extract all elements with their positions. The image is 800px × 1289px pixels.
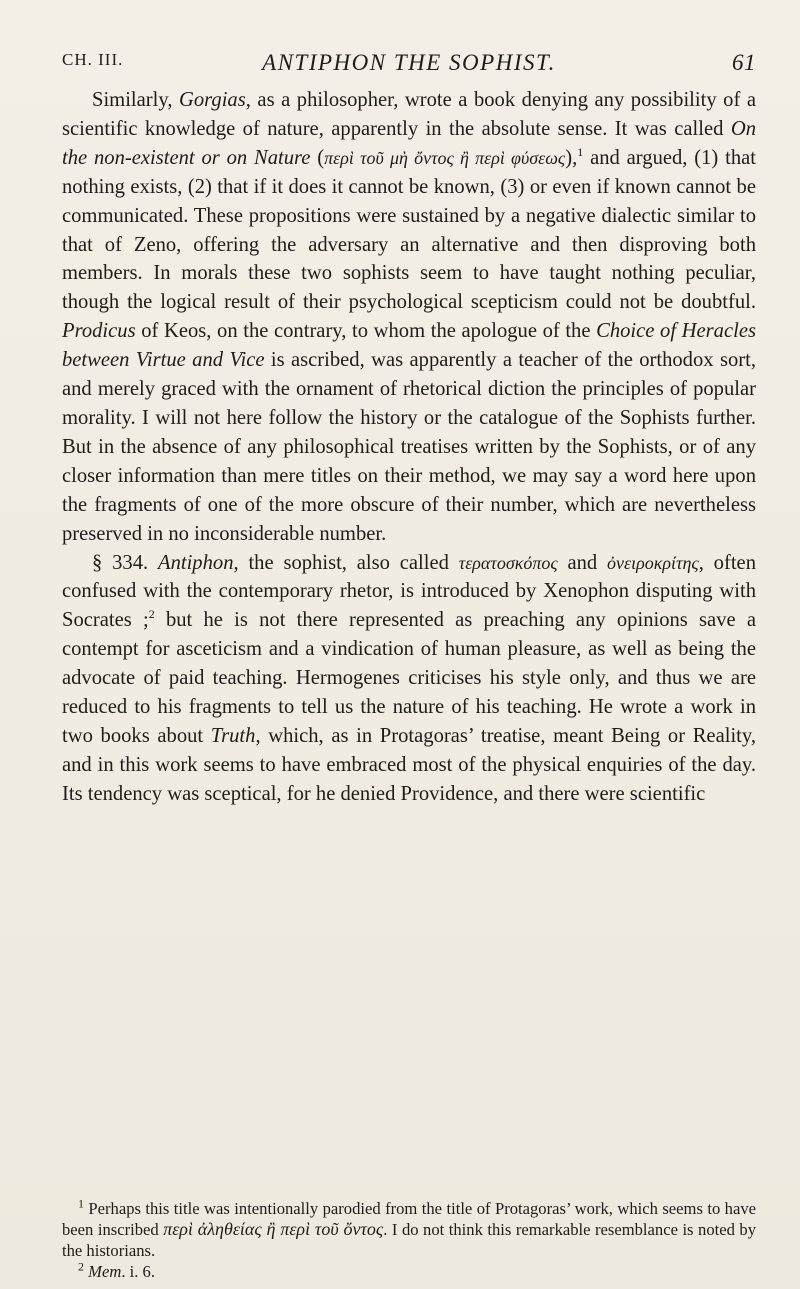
footnotes xyxy=(62,1198,756,1282)
work-title-choice-of-heracles: Choice of Heracles between Virtue and Vice xyxy=(62,320,756,372)
footnote-greek: περὶ ἀληθείας ἢ περὶ τοῦ ὄντος xyxy=(163,1219,384,1239)
body-text xyxy=(62,86,756,809)
paragraph-antiphon: § 334. Antiphon, the sophist, also called τερατοσκόπος and ὀνειροκρίτης, often confused with the contemporary rhetor, is introduced by Xenophon disputing with Socrates ;$^2$ but he is not there represented as preaching any opinions save a contempt for asceticism and a vindication of human pleasure, as well as being the advocate of paid teaching. Hermogenes criticises his style only, and thus we are reduced to his fragments to tell us the nature of his teaching. He wrote a work in two books about Truth, which, as in Protagoras’ treatise, meant Being or Reality, and in this work seems to have embraced most of the physical enquiries of the day. Its tendency was sceptical, for he denied Providence, and there were scientific xyxy=(62,551,756,805)
footnote-ref-title: Mem xyxy=(88,1262,122,1281)
greek-title: περὶ τοῦ μὴ ὄντος ἢ περὶ φύσεως xyxy=(324,147,566,168)
greek-epithet-2: ὀνειροκρίτης xyxy=(607,552,699,573)
section-number: § 334. xyxy=(92,551,158,574)
page-number: 61 xyxy=(732,50,756,75)
footnote-2: $^2$ Mem. i. 6. xyxy=(78,1259,155,1281)
running-title: ANTIPHON THE SOPHIST. xyxy=(262,50,556,75)
paragraph-gorgias-prodicus: Similarly, Gorgias, as a philosopher, wrote a book denying any possibility of a scientific knowledge of nature, apparently in the absolute sense. It was called On the non-existent or on Nature (περὶ τοῦ μὴ ὄντος ἢ περὶ φύσεως),$^1$ and argued, (1) that nothing exists, (2) that if it does it cannot be known, (3) or even if known cannot be communicated. These propositions were sustained by a negative dialectic similar to that of Zeno, offering the adversary an alternative and then disproving both members. In morals these two sophists seem to have taught nothing peculiar, though the logical result of their psychological scepticism could not be doubtful. Prodicus of Keos, on the contrary, to whom the apologue of the Choice of Heracles between Virtue and Vice is ascribed, was apparently a teacher of the orthodox sort, and merely graced with the ornament of rhetorical diction the principles of popular morality. I will not here follow the history or the catalogue of the Sophists further. But in the absence of any philosophical treatises written by the Sophists, or of any closer information than mere titles on their method, we may say a word here upon the fragments of one of the more obscure of their number, which are nevertheless preserved in no inconsiderable number. xyxy=(62,89,756,545)
footnote-marker-1: 1 xyxy=(78,1196,84,1211)
footnote-ref-2: 2 xyxy=(148,607,155,622)
running-head xyxy=(62,50,756,80)
footnote-1: $^1$ Perhaps this title was intentionally parodied from the title of Protagoras’ work, which seems to have been inscribed περὶ ἀληθείας ἢ περὶ τοῦ ὄντος. I do not think this remarkable resemblance is noted by the historians. xyxy=(62,1196,757,1260)
work-title-truth: Truth xyxy=(210,724,256,747)
name-gorgias: Gorgias xyxy=(179,89,246,111)
chapter-number: CH. III. xyxy=(62,50,124,69)
name-prodicus: Prodicus xyxy=(62,320,136,343)
footnote-ref-1: 1 xyxy=(577,144,584,159)
name-antiphon: Antiphon xyxy=(157,551,234,574)
work-title-non-existent: On the non-existent or on Nature xyxy=(62,117,756,169)
greek-epithet-1: τερατοσκόπος xyxy=(458,552,558,573)
footnote-marker-2: 2 xyxy=(78,1259,84,1274)
